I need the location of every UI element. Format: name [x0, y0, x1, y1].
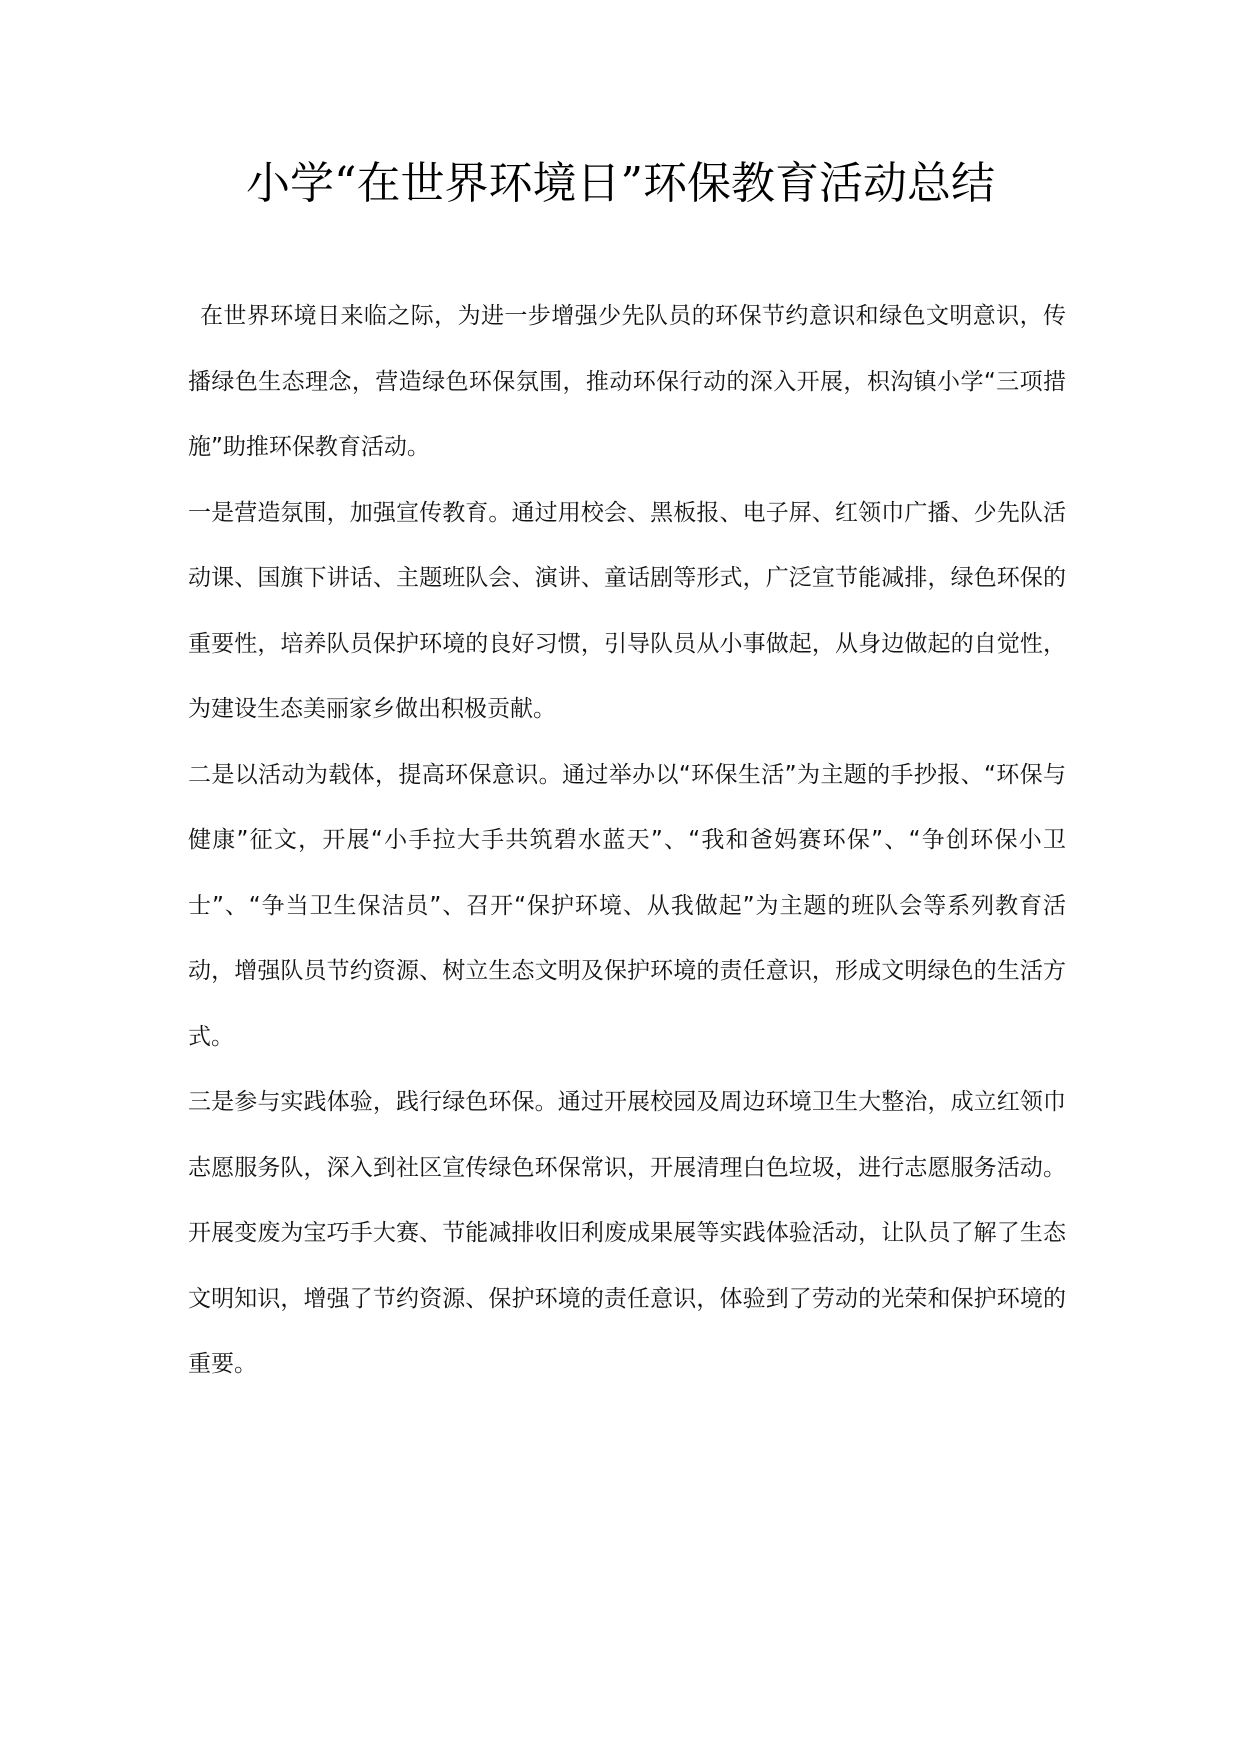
- paragraph-measure-1: 一是营造氛围，加强宣传教育。通过用校会、黑板报、电子屏、红领巾广播、少先队活动课、国旗下讲话、主题班队会、演讲、童话剧等形式，广泛宣节能减排，绿色环保的重要性，培养队员保护环境的良好习惯，引导队员从小事做起，从身边做起的自觉性，为建设生态美丽家乡做出积极贡献。: [188, 499, 1066, 722]
- paragraph-measure-2: 二是以活动为载体，提高环保意识。通过举办以“环保生活”为主题的手抄报、“环保与健康”征文，开展“小手拉大手共筑碧水蓝天”、“我和爸妈赛环保”、“争创环保小卫士”、“争当卫生保洁员”、召开“保护环境、从我做起”为主题的班队会等系列教育活动，增强队员节约资源、树立生态文明及保护环境的责任意识，形成文明绿色的生活方式。: [188, 761, 1066, 1050]
- document-title: 小学“在世界环境日”环保教育活动总结: [246, 158, 995, 209]
- paragraph-intro: 在世界环境日来临之际，为进一步增强少先队员的环保节约意识和绿色文明意识，传播绿色生态理念，营造绿色环保氛围，推动环保行动的深入开展，枳沟镇小学“三项措施”助推环保教育活动。: [188, 303, 1066, 460]
- document-body: [188, 284, 1066, 1398]
- paragraph-measure-3: 三是参与实践体验，践行绿色环保。通过开展校园及周边环境卫生大整治，成立红领巾志愿服务队，深入到社区宣传绿色环保常识，开展清理白色垃圾，进行志愿服务活动。开展变废为宝巧手大赛、节能减排收旧利废成果展等实践体验活动，让队员了解了生态文明知识，增强了节约资源、保护环境的责任意识，体验到了劳动的光荣和保护环境的重要。: [188, 1089, 1066, 1377]
